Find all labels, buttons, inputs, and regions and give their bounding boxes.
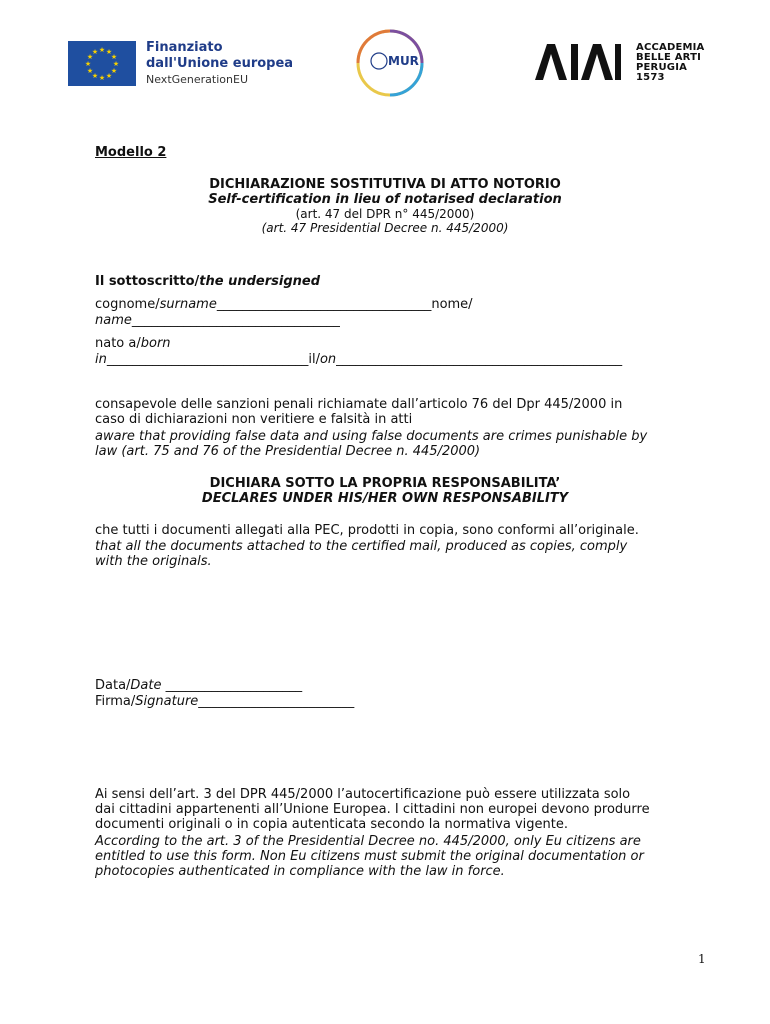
note-it-line: dai cittadini appartenenti all’Unione Europea. I cittadini non europei devono produrre: [95, 802, 650, 817]
signature-blank[interactable]: ________________________: [198, 694, 355, 709]
declares-heading: DICHIARA SOTTO LA PROPRIA RESPONSABILITA’: [209, 476, 561, 491]
mur-logo: [355, 28, 425, 98]
model-label: Modello 2: [95, 145, 167, 160]
date-field-line: [95, 678, 302, 693]
undersigned-it: Il sottoscritto/: [95, 274, 200, 289]
born-label-it: nato a/: [95, 336, 141, 351]
undersigned-heading: [95, 274, 320, 289]
note-en-line: According to the art. 3 of the Presidential Decree no. 445/2000, only Eu citizens are: [95, 834, 641, 849]
documents-statement-it: che tutti i documenti allegati alla PEC, prodotti in copia, sono conformi all’originale.: [95, 523, 639, 538]
aware-en-line: law (art. 75 and 76 of the Presidential Decree n. 445/2000): [95, 444, 481, 459]
note-en-line: entitled to use this form. Non Eu citizens must submit the original documentation or: [95, 849, 644, 864]
legal-reference: (art. 47 del DPR n° 445/2000): [295, 207, 475, 221]
mur-logo-text: MUR: [388, 54, 419, 68]
svg-text:★: ★: [84, 60, 92, 68]
document-title: DICHIARAZIONE SOSTITUTIVA DI ATTO NOTORIO: [209, 177, 561, 192]
svg-text:★: ★: [112, 60, 120, 68]
born-on-label-it: il/: [308, 352, 320, 367]
aba-logo-line: PERUGIA: [636, 62, 688, 73]
documents-statement-en: [95, 539, 627, 569]
note-en-line: photocopies authenticated in compliance with the law in force.: [95, 864, 505, 879]
svg-text:★: ★: [105, 48, 113, 56]
svg-text:★: ★: [105, 72, 113, 80]
name-label-en: name: [95, 313, 132, 328]
declares-heading-en: DECLARES UNDER HIS/HER OWN RESPONSABILITY: [201, 491, 569, 506]
docs-en-line: with the originals.: [95, 554, 212, 569]
note-paragraph-it: [95, 787, 650, 832]
aware-en-line: aware that providing false data and using false documents are crimes punishable by: [95, 429, 648, 444]
birthdate-blank[interactable]: ____________________________________________: [336, 352, 623, 367]
svg-text:★: ★: [86, 67, 94, 75]
aba-mark-icon: [533, 40, 625, 84]
svg-text:★: ★: [91, 72, 99, 80]
aware-it-line: consapevole delle sanzioni penali richiamate dall’articolo 76 del Dpr 445/2000 in: [95, 397, 623, 412]
svg-text:★: ★: [98, 46, 106, 54]
svg-text:★: ★: [86, 53, 94, 61]
aware-it-line: caso di dichiarazioni non veritiere e falsità in atti: [95, 412, 413, 427]
note-it-line: documenti originali o in copia autenticata secondo la normativa vigente.: [95, 817, 568, 832]
aba-logo-line: ACCADEMIA: [636, 42, 705, 53]
eu-flag-icon: [68, 41, 136, 86]
legal-reference-en: (art. 47 Presidential Decree n. 445/2000): [261, 221, 509, 235]
page-number: 1: [698, 952, 706, 966]
svg-text:★: ★: [110, 53, 118, 61]
date-blank[interactable]: _____________________: [161, 678, 303, 693]
date-label-en: Date: [130, 678, 162, 693]
docs-en-line: that all the documents attached to the certified mail, produced as copies, comply: [95, 539, 628, 554]
born-label-en: born: [140, 336, 171, 351]
aba-logo-line: 1573: [636, 72, 665, 83]
note-paragraph-en: [95, 834, 644, 879]
svg-text:★: ★: [98, 74, 106, 82]
aware-paragraph-en: [95, 429, 647, 459]
aware-paragraph-it: [95, 397, 622, 427]
signature-field-line: [95, 694, 354, 709]
surname-field-line: [95, 297, 473, 312]
born-label-line: [95, 336, 171, 351]
note-it-line: Ai sensi dell’art. 3 del DPR 445/2000 l’autocertificazione può essere utilizzata solo: [95, 787, 631, 802]
surname-label-en: surname: [159, 297, 217, 312]
eu-logo-line3: NextGenerationEU: [146, 73, 248, 86]
born-on-label-en: on: [319, 352, 337, 367]
eu-logo-line2: dall'Unione europea: [146, 56, 294, 71]
aba-logo: [533, 40, 638, 84]
name-field-line: [95, 313, 340, 328]
document-title-en: Self-certification in lieu of notarised declaration: [208, 192, 562, 207]
birthplace-blank[interactable]: _______________________________: [106, 352, 309, 367]
svg-text:★: ★: [110, 67, 118, 75]
signature-label-it: Firma/: [95, 694, 136, 709]
birth-field-line: [95, 352, 622, 367]
signature-label-en: Signature: [135, 694, 199, 709]
aba-logo-line: BELLE ARTI: [636, 52, 702, 63]
surname-blank[interactable]: _________________________________: [216, 297, 432, 312]
date-label-it: Data/: [95, 678, 131, 693]
name-label-it: nome/: [431, 297, 473, 312]
undersigned-en: the undersigned: [199, 274, 321, 289]
name-blank[interactable]: ________________________________: [131, 313, 340, 328]
svg-text:★: ★: [91, 48, 99, 56]
born-in-label: in: [95, 352, 107, 367]
surname-label-it: cognome/: [95, 297, 160, 312]
eu-logo-line1: Finanziato: [146, 40, 223, 55]
